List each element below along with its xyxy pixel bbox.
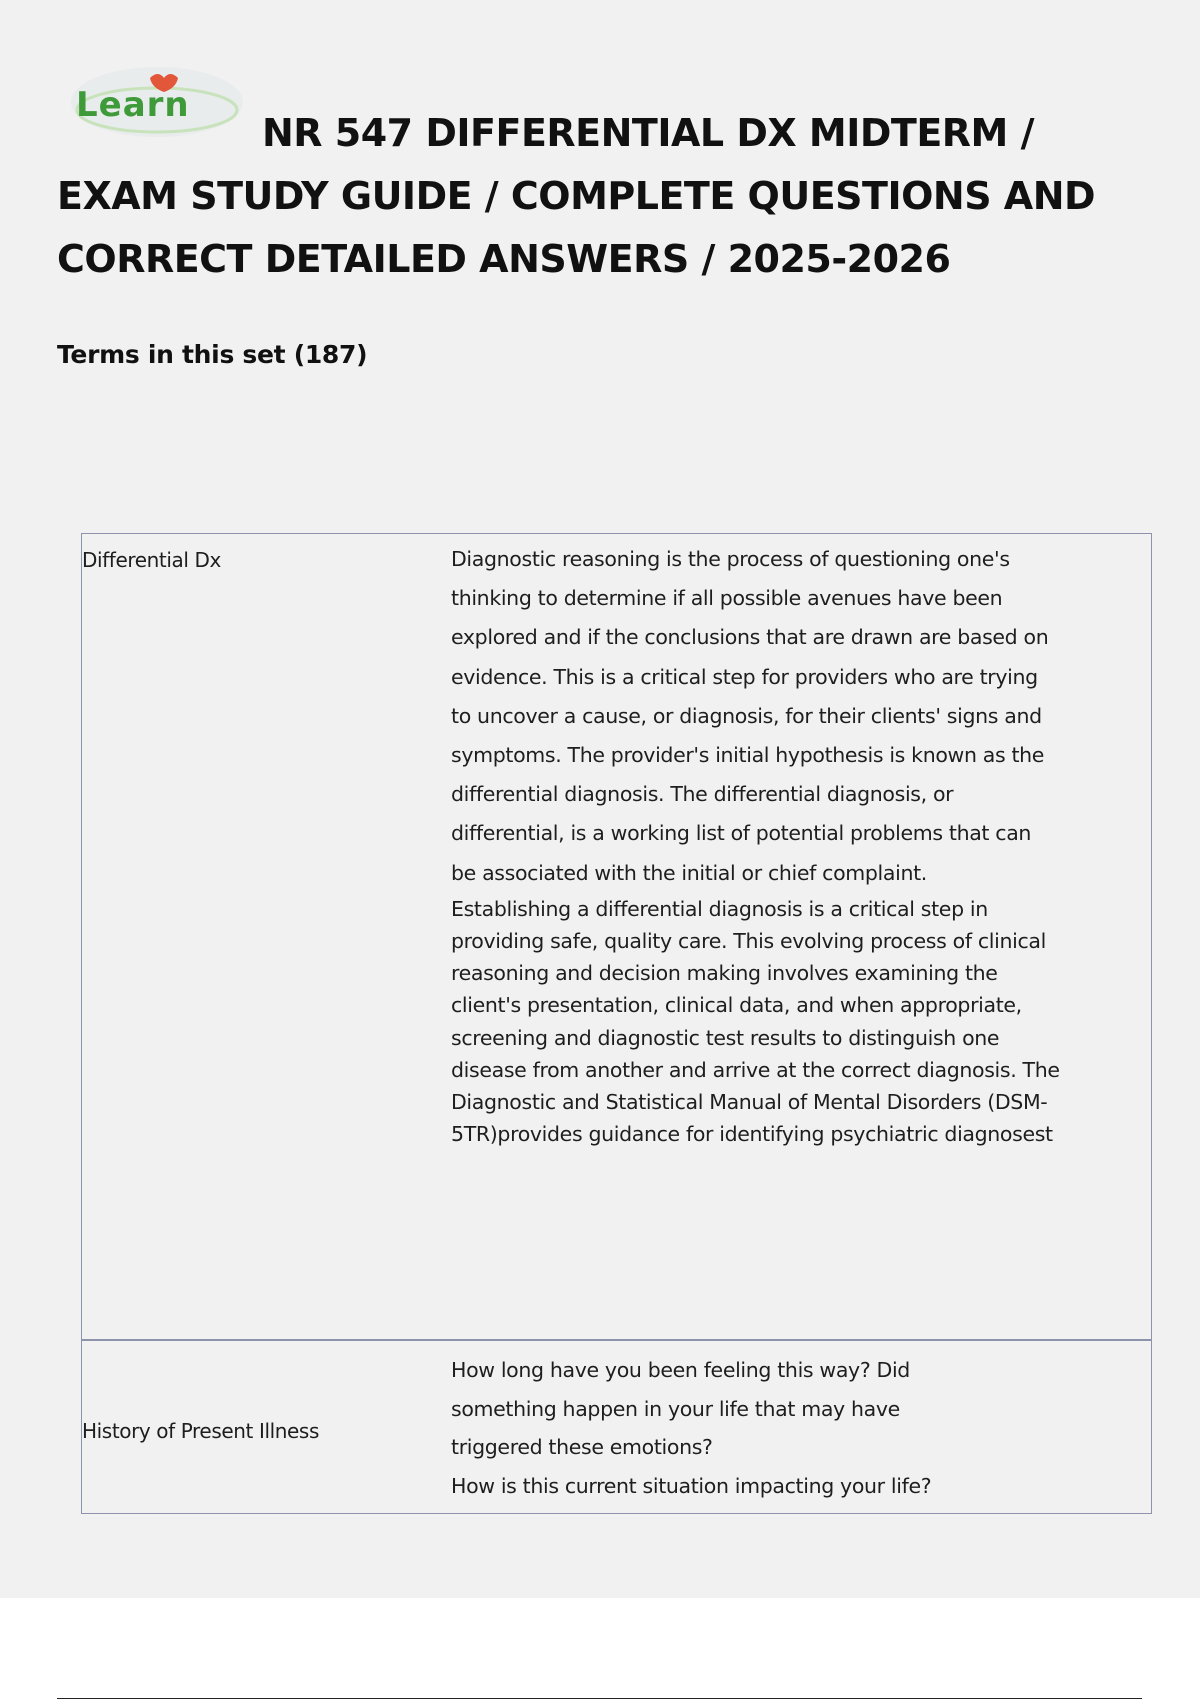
- definition-line: disease from another and arrive at the correct diagnosis. The: [451, 1057, 1060, 1082]
- logo-text: Learn: [76, 85, 190, 125]
- definition-line: thinking to determine if all possible avenues have been: [451, 586, 1003, 611]
- definition-line: to uncover a cause, or diagnosis, for their clients' signs and: [451, 703, 1042, 728]
- definition-cell: [401, 534, 1152, 1341]
- flashcard-table: [81, 533, 1152, 1514]
- definition-line: client's presentation, clinical data, and when appropriate,: [451, 993, 1022, 1018]
- definition-line: explored and if the conclusions that are drawn are based on: [451, 625, 1049, 650]
- definition-line: differential diagnosis. The differential diagnosis, or: [451, 782, 954, 807]
- definition-line: providing safe, quality care. This evolving process of clinical: [451, 929, 1046, 954]
- table-row: [82, 1340, 1152, 1514]
- definition-line: Diagnostic reasoning is the process of questioning one's: [451, 547, 1010, 571]
- definition-line: something happen in your life that may have: [451, 1396, 900, 1421]
- definition-line: symptoms. The provider's initial hypothesis is known as the: [451, 743, 1045, 768]
- table-row: [82, 534, 1152, 1341]
- term-text: Differential Dx: [82, 548, 221, 572]
- definition-line: triggered these emotions?: [451, 1435, 713, 1459]
- term-cell: [82, 534, 402, 1341]
- definition-paragraph: [451, 534, 1151, 893]
- definition-line: differential, is a working list of potential problems that can: [451, 821, 1032, 846]
- definition-paragraph: [451, 1341, 1151, 1505]
- definition-line: 5TR)provides guidance for identifying psychiatric diagnosest: [451, 1122, 1053, 1147]
- document-title: NR 547 DIFFERENTIAL DX MIDTERM / EXAM STUDY GUIDE / COMPLETE QUESTIONS AND CORRECT DETAILED ANSWERS / 2025-2026: [57, 111, 1096, 281]
- terms-count-label: Terms in this set (187): [57, 340, 368, 369]
- definition-line: screening and diagnostic test results to distinguish one: [451, 1025, 1000, 1050]
- definition-line: evidence. This is a critical step for providers who are trying: [451, 664, 1038, 689]
- definition-line: Establishing a differential diagnosis is a critical step in: [451, 896, 988, 921]
- term-text: History of Present Illness: [82, 1419, 319, 1443]
- footer-divider: [57, 1698, 1142, 1699]
- definition-line: Diagnostic and Statistical Manual of Mental Disorders (DSM-: [451, 1090, 1048, 1115]
- definition-paragraph: [451, 893, 1151, 1151]
- definition-line: How long have you been feeling this way? Did: [451, 1358, 910, 1382]
- definition-line: How is this current situation impacting your life?: [451, 1473, 932, 1498]
- definition-line: reasoning and decision making involves examining the: [451, 961, 998, 986]
- term-cell: [82, 1340, 402, 1514]
- definition-cell: [401, 1340, 1152, 1514]
- definition-line: be associated with the initial or chief complaint.: [451, 860, 927, 885]
